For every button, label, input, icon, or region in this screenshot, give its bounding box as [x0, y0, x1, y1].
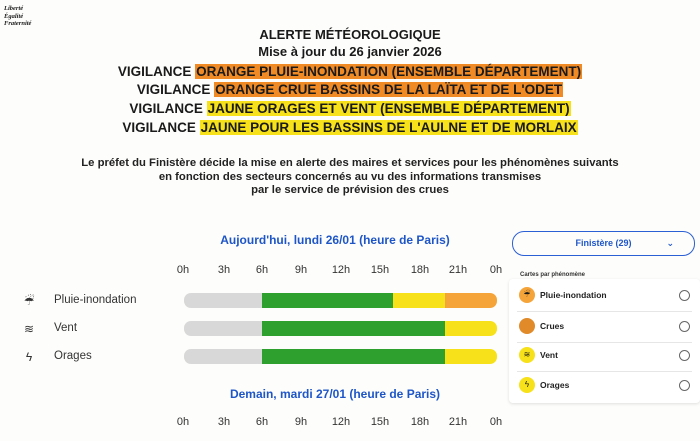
- vigilance-highlight: JAUNE POUR LES BASSINS DE L'AULNE ET DE MORLAIX: [200, 120, 577, 135]
- intro-text: [0, 157, 700, 198]
- flood-icon: [519, 318, 535, 334]
- hour-tick-label: 21h: [448, 264, 468, 276]
- phenomenon-label: Crues: [540, 321, 565, 331]
- phenomenon-option[interactable]: [517, 285, 692, 307]
- vigilance-highlight: ORANGE CRUE BASSINS DE LA LAÏTA ET DE L'ODET: [215, 82, 563, 97]
- hour-axis: [0, 264, 700, 278]
- vigilance-prefix: VIGILANCE: [122, 120, 196, 135]
- hour-tick-label: 0h: [489, 264, 503, 276]
- hour-tick-label: 3h: [217, 416, 231, 428]
- radio-button[interactable]: [679, 290, 690, 301]
- hour-tick-label: 6h: [255, 264, 269, 276]
- divider: [517, 371, 692, 372]
- hour-tick-label: 18h: [410, 416, 430, 428]
- hour-tick-label: 9h: [294, 264, 308, 276]
- timeline-segment: [393, 293, 445, 308]
- hour-tick-label: 18h: [410, 264, 430, 276]
- hour-tick-label: 21h: [448, 416, 468, 428]
- chevron-down-icon: ⌄: [666, 238, 674, 248]
- timeline-segment: [184, 293, 262, 308]
- divider: [517, 342, 692, 343]
- motto-line: Liberté: [4, 5, 24, 12]
- timeline-segment: [262, 293, 392, 308]
- vigilance-line: [0, 120, 700, 135]
- intro-line: Le préfet du Finistère décide la mise en alerte des maires et services pour les phénomènes suivants: [81, 157, 619, 169]
- phenomenon-option[interactable]: [517, 375, 692, 397]
- phenomenon-option[interactable]: [517, 316, 692, 338]
- thunderstorm-icon: ϟ: [519, 377, 535, 393]
- hour-tick-label: 15h: [370, 264, 390, 276]
- wind-icon: ≋: [519, 347, 535, 363]
- vigilance-line: [0, 82, 700, 97]
- hour-tick-label: 15h: [370, 416, 390, 428]
- phenomenon-label: Vent: [540, 350, 558, 360]
- republic-motto: [4, 5, 31, 28]
- radio-button[interactable]: [679, 350, 690, 361]
- thunderstorm-icon: ϟ: [25, 350, 33, 364]
- timeline-bar[interactable]: [184, 321, 497, 336]
- vigilance-prefix: VIGILANCE: [117, 64, 192, 79]
- row-label: Vent: [54, 322, 78, 334]
- tomorrow-title: Demain, mardi 27/01 (heure de Paris): [229, 387, 441, 401]
- timeline-segment: [445, 321, 497, 336]
- timeline-segment: [445, 293, 497, 308]
- wind-icon: ≋: [23, 322, 35, 336]
- hour-tick-label: 9h: [294, 416, 308, 428]
- phenomenon-label: Orages: [540, 380, 570, 390]
- intro-line: en fonction des secteurs concernés au vu des informations transmises: [158, 170, 542, 183]
- radio-button[interactable]: [679, 321, 690, 332]
- motto-line: Égalité: [4, 12, 24, 20]
- hour-tick-label: 3h: [217, 264, 231, 276]
- motto-line: Fraternité: [4, 20, 32, 27]
- update-date: Mise à jour du 26 janvier 2026: [258, 44, 442, 59]
- phenomenon-option[interactable]: [517, 345, 692, 367]
- intro-line: par le service de prévision des crues: [251, 184, 449, 196]
- hour-tick-label: 0h: [176, 264, 190, 276]
- timeline-segment: [262, 321, 445, 336]
- phenomenon-panel: [509, 279, 700, 403]
- panel-label: Cartes par phénomène: [520, 272, 586, 278]
- vigilance-highlight: ORANGE PLUIE-INONDATION (ENSEMBLE DÉPARTEMENT): [196, 64, 582, 79]
- vigilance-prefix: VIGILANCE: [129, 101, 203, 116]
- vigilance-prefix: VIGILANCE: [136, 82, 211, 97]
- alert-title: ALERTE MÉTÉOROLOGIQUE: [259, 27, 441, 42]
- timeline-segment: [184, 349, 262, 364]
- today-title: Aujourd'hui, lundi 26/01 (heure de Paris): [220, 233, 450, 247]
- hour-tick-label: 0h: [489, 416, 503, 428]
- hour-tick-label: 12h: [331, 416, 351, 428]
- hour-axis: [0, 416, 700, 430]
- row-label: Orages: [54, 350, 92, 362]
- rain-flood-icon: ☔: [23, 294, 35, 308]
- radio-button[interactable]: [679, 380, 690, 391]
- hour-tick-label: 0h: [176, 416, 190, 428]
- department-value: Finistère (29): [575, 238, 632, 248]
- hour-tick-label: 12h: [331, 264, 351, 276]
- phenomenon-label: Pluie-inondation: [540, 290, 607, 300]
- timeline-segment: [445, 349, 497, 364]
- timeline-bar[interactable]: [184, 349, 497, 364]
- vigilance-line: [0, 101, 700, 116]
- timeline-segment: [262, 349, 445, 364]
- timeline-bar[interactable]: [184, 293, 497, 308]
- vigilance-highlight: JAUNE ORAGES ET VENT (ENSEMBLE DÉPARTEMENT): [207, 101, 570, 116]
- hour-tick-label: 6h: [255, 416, 269, 428]
- department-select[interactable]: [512, 231, 695, 256]
- row-label: Pluie-inondation: [54, 294, 137, 306]
- divider: [517, 311, 692, 312]
- rain-flood-icon: ☔: [519, 287, 535, 303]
- timeline-segment: [184, 321, 262, 336]
- vigilance-line: [0, 64, 700, 79]
